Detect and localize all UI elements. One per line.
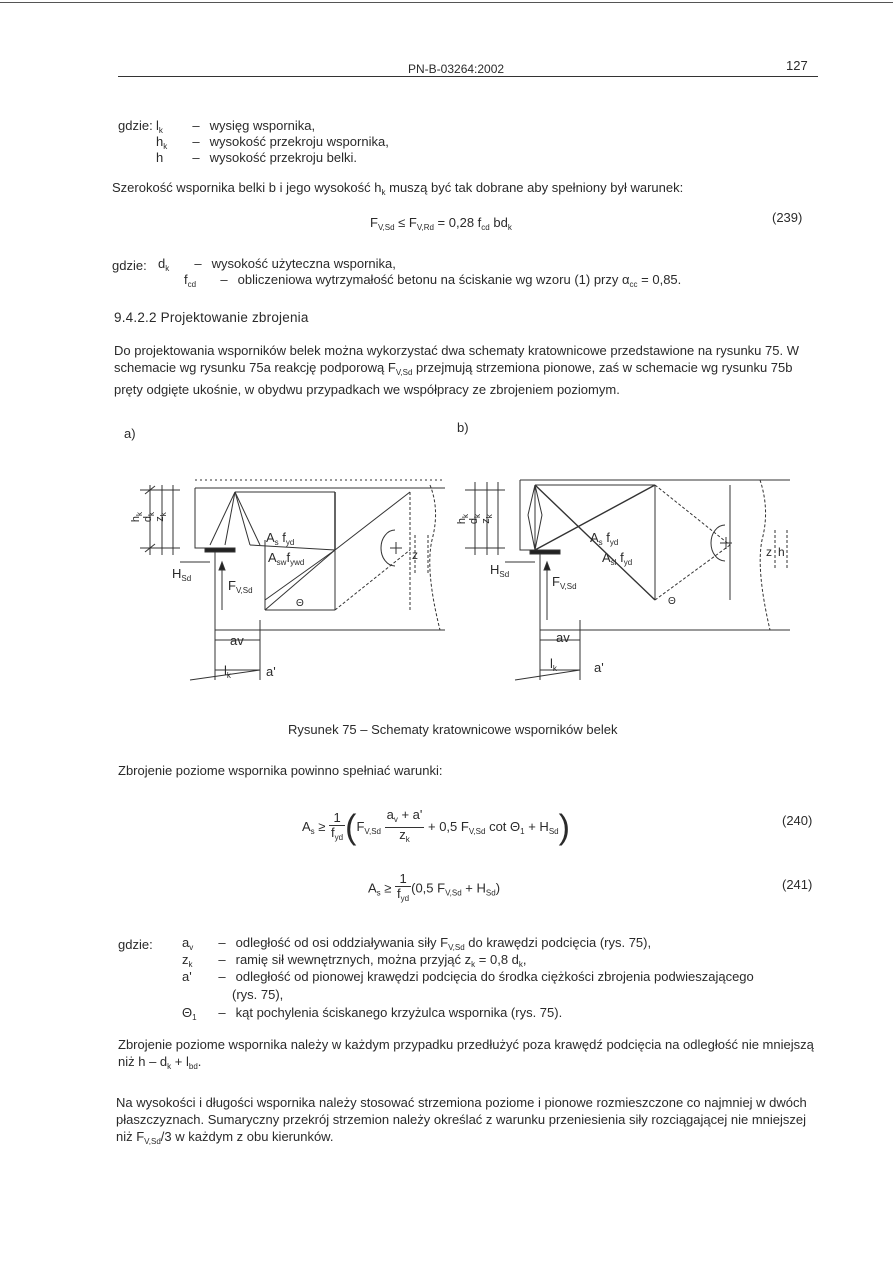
def-symbol: h bbox=[156, 150, 164, 165]
label-aswfywd-a: $A_{sw}f_{ywd}$ bbox=[268, 550, 305, 567]
page-top-edge bbox=[0, 2, 893, 3]
definition-item: $\Theta_1$ – kąt pochylenia ściskanego krzyżulca wspornika (rys. 75). bbox=[182, 1005, 563, 1022]
paragraph-width-condition: Szerokość wspornika belki b i jego wysokość $h_k$ muszą być tak dobrane aby spełniony był warunek: bbox=[112, 180, 684, 197]
paragraph-horizontal-reinforcement: Zbrojenie poziome wspornika powinno spełniać warunki: bbox=[118, 763, 443, 778]
paragraph-extension: Zbrojenie poziome wspornika należy w każdym przypadku przedłużyć poza krawędź podcięcia na odległość nie mniejszą niż $h - d_k + l_{bd}$. bbox=[118, 1037, 814, 1071]
figure-caption: Rysunek 75 – Schematy kratownicowe wsporników belek bbox=[288, 722, 618, 737]
label-dk-a: $d_k$ bbox=[142, 511, 157, 523]
label-av-a: av bbox=[230, 633, 244, 648]
label-aslfyd-b: $A_{sl}$ $f_{yd}$ bbox=[602, 550, 633, 567]
label-theta-b: Θ bbox=[668, 596, 676, 607]
label-asfyd-a: $A_s$ $f_{yd}$ bbox=[266, 530, 295, 547]
label-hk-b: $h_k$ bbox=[456, 513, 471, 525]
label-fvsd-a: $F_{V,Sd}$ bbox=[228, 578, 253, 595]
definition-item: (rys. 75), bbox=[232, 987, 284, 1002]
figure-label-b: b) bbox=[457, 420, 469, 435]
defs3-prefix: gdzie: bbox=[118, 937, 153, 952]
label-z-b: z bbox=[766, 545, 772, 559]
figure-75-drawings bbox=[110, 470, 830, 710]
equation-239: $F_{V,Sd} \le F_{V,Rd} = 0,28$ $f_{cd}$ $bd_k$ bbox=[370, 215, 512, 232]
label-hsd-a: $H_{Sd}$ bbox=[172, 566, 192, 583]
label-theta-a: Θ bbox=[296, 598, 304, 609]
label-asfyd-b: $A_s$ $f_{yd}$ bbox=[590, 530, 619, 547]
label-z-a: z bbox=[412, 548, 418, 562]
equation-number-240: (240) bbox=[782, 813, 813, 828]
paragraph-stirrups: Na wysokości i długości wspornika należy stosować strzemiona poziome i pionowe rozmieszczone co najmniej w dwóch płaszczyznach. Sumaryczny przekrój strzemion należy określać z warunku przeniesienia siły rozciągającej nie mniejszej niż $F_{V,Sd}/3$ w każdym z obu kierunków. bbox=[116, 1095, 807, 1146]
label-dk-b: $d_k$ bbox=[468, 513, 483, 525]
definition-item: $h_k$ – wysokość przekroju wspornika, bbox=[156, 134, 389, 151]
label-zk-b: $z_k$ bbox=[479, 514, 494, 524]
definition-item: $d_k$ – wysokość użyteczna wspornika, bbox=[158, 256, 396, 273]
definition-item: $a_v$ – odległość od osi oddziaływania siły $F_{V,Sd}$ do krawędzi podcięcia (rys. 75), bbox=[182, 935, 652, 952]
definition-item: a' – odległość od pionowej krawędzi podcięcia do środka ciężkości zbrojenia podwieszającego bbox=[182, 969, 754, 984]
section-heading: 9.4.2.2 Projektowanie zbrojenia bbox=[114, 310, 309, 325]
def-symbol: h bbox=[156, 134, 164, 149]
defs1-prefix: gdzie: bbox=[118, 118, 153, 133]
def-desc: wysięg wspornika, bbox=[209, 118, 316, 133]
def-desc: wysokość przekroju wspornika, bbox=[209, 134, 389, 149]
label-av-b: av bbox=[556, 630, 570, 645]
definition-item: $l_k$ – wysięg wspornika, bbox=[156, 118, 316, 135]
label-hk-a: $h_k$ bbox=[130, 511, 145, 523]
diagram-b bbox=[465, 480, 790, 680]
defs2-prefix: gdzie: bbox=[112, 258, 147, 273]
figure-label-a: a) bbox=[124, 426, 136, 441]
def-symbol: l bbox=[156, 118, 159, 133]
header-rule bbox=[118, 76, 818, 77]
label-aprime-b: a' bbox=[594, 660, 604, 675]
definition-item: $f_{cd}$ – obliczeniowa wytrzymałość betonu na ściskanie wg wzoru (1) przy $\alpha_{cc} = 0,85$. bbox=[184, 272, 682, 289]
label-zk-a: $z_k$ bbox=[153, 512, 168, 522]
label-hsd-b: $H_{Sd}$ bbox=[490, 562, 510, 579]
label-aprime-a: a' bbox=[266, 664, 276, 679]
definition-item: $z_k$ – ramię sił wewnętrznych, można przyjąć $z_k = 0,8$ $d_k$, bbox=[182, 952, 527, 969]
equation-number-239: (239) bbox=[772, 210, 803, 225]
label-fvsd-b: $F_{V,Sd}$ bbox=[552, 574, 577, 591]
label-lk-a: $l_k$ bbox=[224, 663, 231, 680]
definition-item: h – wysokość przekroju belki. bbox=[156, 150, 358, 165]
equation-240: $A_s$ ≥ $\frac{1}{f_{yd}}$ ($F_{V,Sd}$ $\frac{a_v + a'}{z_k}$ + 0,5 $F_{V,Sd}$ $\cot \Theta_1 + H_{Sd}$) bbox=[302, 807, 570, 847]
equation-241: $A_s$ ≥ $\frac{1}{f_{yd}}$ (0,5 $F_{V,Sd} + H_{Sd}$) bbox=[368, 871, 501, 903]
label-h-b: h bbox=[778, 545, 785, 559]
running-header: PN-B-03264:2002 bbox=[408, 62, 505, 76]
def-desc: wysokość przekroju belki. bbox=[209, 150, 358, 165]
paragraph-design: Do projektowania wsporników belek można wykorzystać dwa schematy kratownicowe przedstawione na rysunku 75. W schemacie wg rysunku 75a reakcję podporową $F_{V,Sd}$ przejmują strzemiona pionowe, zaś w schemacie wg rysunku 75b pręty odgięte ukośnie, w obydwu przypadkach we współpracy ze zbrojeniem poziomym. bbox=[114, 343, 799, 397]
equation-number-241: (241) bbox=[782, 877, 813, 892]
page-number: 127 bbox=[786, 58, 808, 73]
label-lk-b: $l_k$ bbox=[550, 656, 557, 673]
